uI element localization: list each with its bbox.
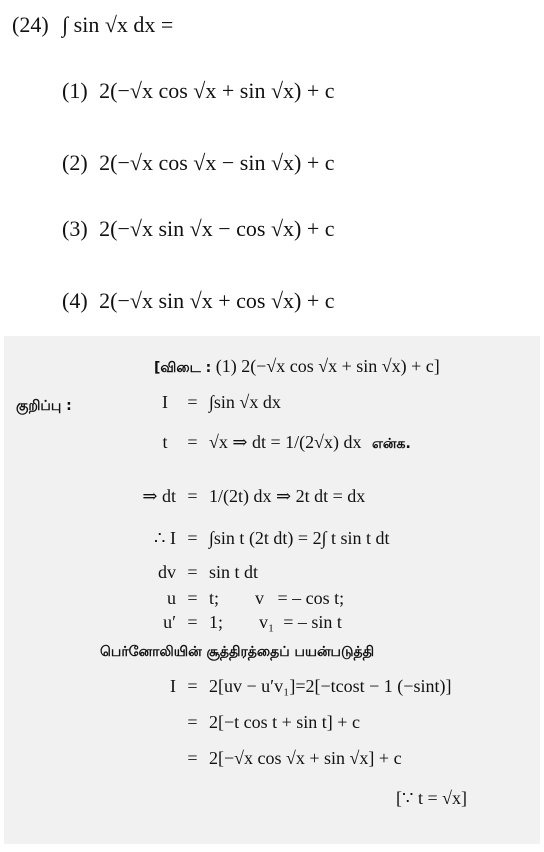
solution-panel: [4, 336, 540, 844]
line-lhs: ∴ I: [154, 528, 176, 548]
line-eq: =: [187, 676, 198, 696]
solution-line: [124, 612, 342, 633]
line-eq: =: [187, 392, 198, 412]
solution-line: [96, 486, 365, 507]
line-rhs: 2[uv − u′v₁]=2[−tcost − 1 (−sint)]: [209, 676, 452, 696]
line-lhs: u′: [163, 612, 176, 632]
solution-line: [124, 562, 258, 583]
line-rhs: sin t dt: [209, 562, 259, 582]
option-label: (2): [62, 150, 88, 175]
note-label: குறிப்பு :: [16, 398, 72, 414]
answer-label: [விடை :: [154, 360, 212, 376]
line-rhs: ∫sin t (2t dt) = 2∫ t sin t dt: [209, 528, 390, 548]
line-eq: =: [187, 748, 198, 768]
line-eq: =: [187, 712, 198, 732]
line-rhs: 1/(2t) dx ⇒ 2t dt = dx: [209, 486, 366, 506]
solution-line: [154, 392, 281, 413]
line-suffix: என்க.: [371, 436, 411, 452]
line-lhs: dv: [158, 562, 176, 582]
option-text: 2(−√x cos √x + sin √x) + c: [99, 78, 335, 103]
line-lhs: u: [167, 588, 176, 608]
line-lhs: I: [162, 392, 168, 412]
line-eq: =: [187, 588, 198, 608]
answer-text: (1) 2(−√x cos √x + sin √x) + c]: [215, 356, 440, 376]
line-rhs: 2[−√x cos √x + sin √x] + c: [209, 748, 402, 768]
option-text: 2(−√x sin √x − cos √x) + c: [99, 216, 335, 241]
solution-line: [124, 588, 344, 609]
line-eq: =: [187, 528, 198, 548]
final-line: [124, 748, 402, 769]
solution-line: [154, 432, 411, 454]
option-text: 2(−√x sin √x + cos √x) + c: [99, 288, 335, 313]
question-number: (24): [12, 12, 49, 37]
line-lhs: t: [162, 432, 168, 452]
option-text: 2(−√x cos √x − sin √x) + c: [99, 150, 335, 175]
option-1: [62, 78, 335, 104]
line-eq: =: [187, 562, 198, 582]
question-text: ∫ sin √x dx =: [62, 12, 174, 37]
because-note: [∵ t = √x]: [396, 788, 467, 808]
bernoulli-line: பெர்னோலியின் சூத்திரத்தைப் பயன்படுத்தி: [100, 644, 375, 660]
option-label: (1): [62, 78, 88, 103]
line-eq: =: [187, 432, 198, 452]
final-line: [124, 712, 360, 733]
line-rhs: ∫sin √x dx: [209, 392, 281, 412]
line-lhs: I: [170, 676, 176, 696]
line-eq: =: [187, 486, 198, 506]
option-2: [62, 150, 335, 176]
solution-line: [124, 528, 390, 549]
line-rhs: t; v = – cos t;: [209, 588, 345, 608]
option-label: (4): [62, 288, 88, 313]
option-3: [62, 216, 335, 242]
line-lhs: ⇒ dt: [142, 486, 176, 506]
line-eq: =: [187, 612, 198, 632]
final-line: [124, 676, 451, 697]
option-4: [62, 288, 335, 314]
question-line: [12, 12, 173, 38]
line-rhs: 2[−t cos t + sin t] + c: [209, 712, 360, 732]
line-rhs: √x ⇒ dt = 1/(2√x) dx: [209, 432, 362, 452]
option-label: (3): [62, 216, 88, 241]
line-rhs: 1; v₁ = – sin t: [209, 612, 342, 632]
answer-line: [154, 356, 440, 378]
